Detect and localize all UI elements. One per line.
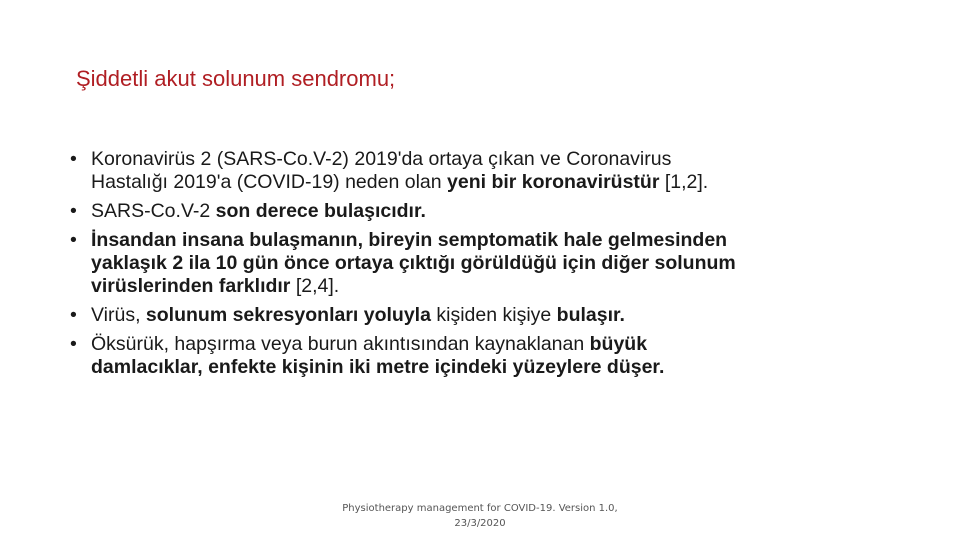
bullet-text: Virüs, xyxy=(91,304,146,326)
bullet-item-5 xyxy=(70,333,900,379)
footer-line: 23/3/2020 xyxy=(454,518,506,529)
bullet-text-line xyxy=(91,275,900,298)
bullet-emphasis: damlacıklar, enfekte kişinin iki metre içindeki yüzeylere düşer. xyxy=(91,356,665,378)
bullet-text-line xyxy=(91,171,900,194)
bullet-item-3 xyxy=(70,229,900,298)
bullet-item-1 xyxy=(70,148,900,194)
bullet-text: Koronavirüs 2 (SARS-Co.V-2) 2019'da ortaya çıkan ve Coronavirus xyxy=(91,148,672,170)
bullet-emphasis: büyük xyxy=(589,333,648,355)
bullet-emphasis: İnsandan insana bulaşmanın, bireyin semptomatik hale gelmesinden xyxy=(91,229,728,251)
bullet-text-line xyxy=(91,304,900,327)
bullet-item-4 xyxy=(70,304,900,327)
bullet-marker: • xyxy=(70,333,77,355)
bullet-text: SARS-Co.V-2 xyxy=(91,200,216,222)
bullet-emphasis: yeni bir koronavirüstür xyxy=(447,171,660,193)
citation: [1,2]. xyxy=(659,171,709,193)
bullet-marker: • xyxy=(70,304,77,326)
bullet-emphasis: virüslerinden farklıdır xyxy=(91,275,291,297)
bullet-text: Hastalığı 2019'a (COVID-19) neden olan xyxy=(91,171,448,193)
citation: [2,4]. xyxy=(290,275,340,297)
bullet-text-line xyxy=(91,333,900,356)
bullet-emphasis: yaklaşık 2 ila 10 gün önce ortaya çıktığı görüldüğü için diğer solunum xyxy=(91,252,736,274)
footer-citation xyxy=(300,501,660,531)
bullet-marker: • xyxy=(70,229,77,251)
bullet-emphasis: son derece bulaşıcıdır. xyxy=(215,200,426,222)
bullet-list xyxy=(70,148,900,385)
slide-title: Şiddetli akut solunum sendromu; xyxy=(76,66,396,91)
bullet-marker: • xyxy=(70,200,77,222)
bullet-emphasis: solunum sekresyonları yoluyla xyxy=(145,304,431,326)
bullet-text: Öksürük, hapşırma veya burun akıntısından kaynaklanan xyxy=(91,333,590,355)
bullet-item-2 xyxy=(70,200,900,223)
bullet-marker: • xyxy=(70,148,77,170)
bullet-text: kişiden kişiye xyxy=(430,304,557,326)
bullet-emphasis: bulaşır. xyxy=(556,304,625,326)
bullet-text-line xyxy=(91,200,900,223)
footer-line: Physiotherapy management for COVID-19. Version 1.0, xyxy=(342,503,618,514)
